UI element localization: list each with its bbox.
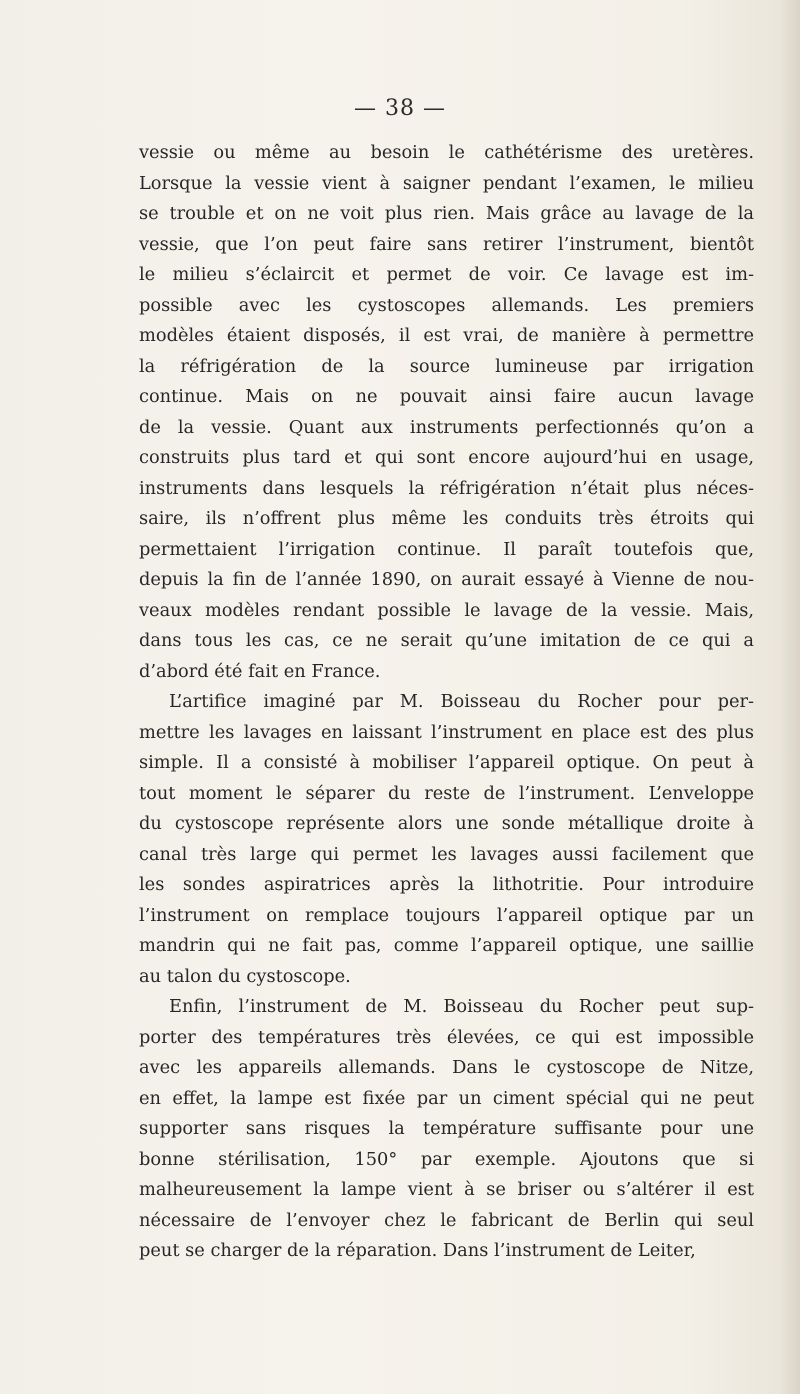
text-line: vessie ou même au besoin le cathétérisme des uretères.	[139, 142, 754, 163]
text-line: Lorsque la vessie vient à saigner pendant l’examen, le milieu	[139, 172, 754, 194]
text-line: Enfin, l’instrument de M. Boisseau du Rocher peut sup-	[169, 996, 754, 1017]
text-line: canal très large qui permet les lavages aussi facilement que	[139, 843, 754, 865]
text-line: nécessaire de l’envoyer chez le fabricant de Berlin qui seul	[139, 1209, 754, 1231]
text-line: d’abord été fait en France.	[139, 660, 381, 682]
text-line: le milieu s’éclaircit et permet de voir. Ce lavage est im-	[139, 264, 754, 285]
text-line: malheureusement la lampe vient à se briser ou s’altérer il est	[139, 1179, 754, 1200]
text-line: mettre les lavages en laissant l’instrument en place est des plus	[139, 721, 754, 743]
text-line: porter des températures très élevées, ce qui est impossible	[139, 1026, 754, 1048]
text-line: possible avec les cystoscopes allemands. Les premiers	[139, 294, 754, 316]
text-line: avec les appareils allemands. Dans le cystoscope de Nitze,	[139, 1057, 754, 1078]
text-line: permettaient l’irrigation continue. Il paraît toutefois que,	[139, 538, 754, 560]
text-line: bonne stérilisation, 150° par exemple. Ajoutons que si	[139, 1148, 754, 1170]
text-line: la réfrigération de la source lumineuse par irrigation	[139, 355, 754, 377]
text-line: du cystoscope représente alors une sonde métallique droite à	[139, 813, 754, 834]
text-line: depuis la fin de l’année 1890, on aurait essayé à Vienne de nou-	[139, 569, 754, 590]
text-line: se trouble et on ne voit plus rien. Mais grâce au lavage de la	[139, 203, 754, 224]
paragraph-2	[139, 687, 754, 992]
text-line: continue. Mais on ne pouvait ainsi faire aucun lavage	[139, 386, 754, 407]
text-line: de la vessie. Quant aux instruments perfectionnés qu’on a	[139, 416, 754, 438]
text-line: saire, ils n’offrent plus même les conduits très étroits qui	[139, 508, 754, 529]
text-line: vessie, que l’on peut faire sans retirer l’instrument, bientôt	[139, 233, 754, 255]
paragraph-1	[139, 138, 754, 687]
page-number: — 38 —	[354, 96, 446, 121]
text-line: simple. Il a consisté à mobiliser l’appareil optique. On peut à	[139, 752, 754, 773]
text-line: l’instrument on remplace toujours l’appareil optique par un	[139, 904, 754, 926]
text-line: construits plus tard et qui sont encore aujourd’hui en usage,	[139, 447, 754, 468]
text-line: L’artifice imaginé par M. Boisseau du Rocher pour per-	[169, 691, 754, 712]
text-line: tout moment le séparer du reste de l’instrument. L’enveloppe	[139, 782, 754, 804]
text-line: les sondes aspiratrices après la lithotritie. Pour introduire	[139, 874, 754, 895]
text-line: veaux modèles rendant possible le lavage de la vessie. Mais,	[139, 599, 754, 621]
page-edge-shadow	[778, 0, 800, 1394]
text-line: modèles étaient disposés, il est vrai, de manière à permettre	[139, 325, 754, 346]
body-text	[139, 138, 754, 1267]
text-line: au talon du cystoscope.	[139, 965, 351, 987]
text-line: mandrin qui ne fait pas, comme l’appareil optique, une saillie	[139, 935, 754, 956]
text-line: dans tous les cas, ce ne serait qu’une imitation de ce qui a	[139, 630, 754, 651]
paragraph-3	[139, 992, 754, 1267]
text-line: peut se charger de la réparation. Dans l’instrument de Leiter,	[139, 1240, 696, 1261]
text-line: supporter sans risques la température suffisante pour une	[139, 1118, 754, 1139]
text-line: instruments dans lesquels la réfrigération n’était plus néces-	[139, 477, 754, 499]
text-line: en effet, la lampe est fixée par un ciment spécial qui ne peut	[139, 1087, 754, 1109]
